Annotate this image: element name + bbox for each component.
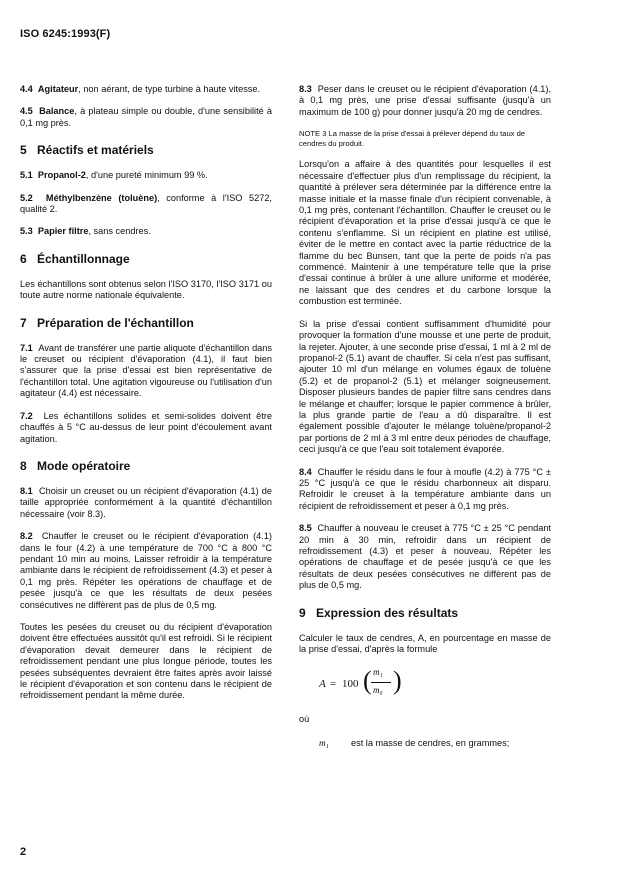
document-header: ISO 6245:1993(F) (20, 28, 111, 40)
clause-5-1: 5.1 Propanol-2, d'une pureté minimum 99 %. (20, 170, 208, 181)
note-3: NOTE 3 La masse de la prise d'essai à prélever dépend du taux de cendres du produit. (299, 129, 526, 148)
formula-coefficient: 100 (342, 678, 359, 691)
clause-8-3-paragraph-3: Si la prise d'essai contient suffisamment d'humidité pour provoquer la formation d'une mousse et une perte de produit, la rejeter. Ajouter, à une seconde prise d'essai, 1 ml à 2 ml de propanol-2 (5.1) avant de chauffer. Si cela n'est pas suffisant, ajouter 10 ml d'un mélange en volumes égaux de toluène (5.2) et de propanol-2 (5.1) et mélanger soigneusement. Disposer plusieurs bandes de papier filtre sans cendres dans le mélange et chauffer; lorsque le papier commence à brûler, la plus grande partie de l'eau a dû disparaître. Il est également possible d'ajouter le mélange toluène/propanol-2 par portions de 2 ml à 3 ml entre deux périodes de chauffage, ceci jusqu'à ce que l'eau soit totalement évaporée. (299, 318, 551, 455)
right-column (299, 84, 552, 749)
left-column (20, 84, 272, 713)
section-heading-6: 6 Échantillonnage (20, 251, 130, 266)
section-6-text: Les échantillons sont obtenus selon l'ISO 3170, l'ISO 3171 ou toute autre norme nationale équivalente. (20, 278, 272, 301)
clause-7-2: 7.2 Les échantillons solides et semi-solides doivent être chauffés à 5 °C au-dessus de leur point d'écoulement avant agitation. (20, 410, 272, 444)
definition-symbol: m₁ (319, 738, 329, 749)
section-heading-7: 7 Préparation de l'échantillon (20, 315, 194, 330)
clause-8-2-continued: Toutes les pesées du creuset ou du récipient d'évaporation doivent être effectuées aussitôt qu'il est refroidi. Si le récipient d'évaporation devait demeurer dans le récipient de refroidissement pendant une plus longue période, toutes les pesées subséquentes devraient être faites après avoir laissé le récipient d'évaporation et son contenu dans le récipient de refroidissement pendant la même durée. (20, 621, 272, 701)
clause-7-1: 7.1 Avant de transférer une partie aliquote d'échantillon dans le creuset ou récipient d'évaporation (4.1), il faut bien s'assurer que la prise d'essai est bien représentative de l'échantillon total. Une agitation vigoureuse ou l'utilisation d'un agitateur (4.4) est nécessaire. (20, 342, 272, 399)
clause-8-2: 8.2 Chauffer le creuset ou le récipient d'évaporation (4.1) dans le four (4.2) à une température de 700 °C à 800 °C pendant 10 min au moins. Laisser refroidir à la température ambiante dans le récipient de refroidissement (4.3) et peser à 0,1 mg près. Répéter les opérations de chauffage et de pesée jusqu'à ce que les résultats de deux pesées consécutives ne diffèrent pas de plus de 0,5 mg. (20, 531, 272, 610)
clause-8-1: 8.1 Choisir un creuset ou un récipient d'évaporation (4.1) de taille appropriée conformément à la quantité d'échantillon nécessaire (voir 8.3). (20, 485, 273, 519)
clause-8-3-paragraph-2: Lorsqu'on a affaire à des quantités pour lesquelles il est nécessaire d'effectuer plus d'un remplissage du récipient, la quantité à prélever sera déterminée par la différence entre la masse initiale et la masse finale d'un récipient convenable, à 0,1 mg près, contenant l'échantillon. Chauffer le creuset ou le récipient d'évaporation et la prise d'essai jusqu'à ce que le contenu s'enflamme. Si un récipient en platine est utilisé, éviter de le mettre en contact avec la partie réductrice de la flamme du bec Bunsen, tant que la perte de poids n'a pas commencé. Maintenir à une température telle que la prise d'essai continue à brûler à une allure uniforme et modérée, ne laissant que des cendres et du carbone lorsque la combustion est terminée. (299, 159, 551, 307)
definition-text: est la masse de cendres, en grammes; (351, 738, 510, 749)
formula-equals: = (330, 678, 337, 691)
clause-5-2: 5.2 Méthylbenzène (toluène), conforme à l'ISO 5272, qualité 2. (20, 192, 272, 215)
formula-lhs: A (319, 678, 326, 691)
section-heading-5: 5 Réactifs et matériels (20, 143, 154, 158)
formula-numerator: m₁ (373, 667, 383, 678)
page-number: 2 (20, 846, 27, 858)
clause-4-5: 4.5 Balance, à plateau simple ou double, d'une sensibilité à 0,1 mg près. (20, 106, 273, 128)
clause-4-4: 4.4 Agitateur, non aérant, de type turbine à haute vitesse. (20, 84, 261, 94)
clause-5-3: 5.3 Papier filtre, sans cendres. (20, 226, 151, 237)
where-label: où (299, 714, 310, 725)
clause-8-4: 8.4 Chauffer le résidu dans le four à moufle (4.2) à 775 °C ± 25 °C jusqu'à ce que le résidu charbonneux ait disparu. Refroidir le creuset à la température ambiante dans un récipient de refroidissement et peser à 0,1 mg près. (299, 466, 552, 511)
formula-fraction-bar (371, 682, 391, 683)
section-9-text: Calculer le taux de cendres, A, en pourcentage en masse de la prise d'essai, d'après la formule (299, 632, 551, 655)
section-heading-9: 9 Expression des résultats (299, 605, 459, 620)
section-heading-8: 8 Mode opératoire (20, 458, 131, 473)
formula-right-paren: ) (393, 666, 402, 696)
clause-8-3: 8.3 Peser dans le creuset ou le récipient d'évaporation (4.1), à 0,1 mg près, une prise d'essai suffisante (jusqu'à un maximum de 100 g) pour donner jusqu'à 20 mg de cendres. (299, 84, 551, 117)
clause-8-5: 8.5 Chauffer à nouveau le creuset à 775 °C ± 25 °C pendant 20 min à 30 min, refroidir dans un récipient de refroidissement (4.3) et peser à nouveau. Répéter les opérations de chauffage et de pesée jusqu'à ce que les résultats de deux pesées consécutives ne diffèrent pas de plus de 0,5 mg. (299, 523, 551, 591)
ash-content-formula (319, 666, 551, 706)
formula-left-paren: ( (363, 666, 372, 696)
formula-denominator: m₀ (373, 685, 383, 696)
